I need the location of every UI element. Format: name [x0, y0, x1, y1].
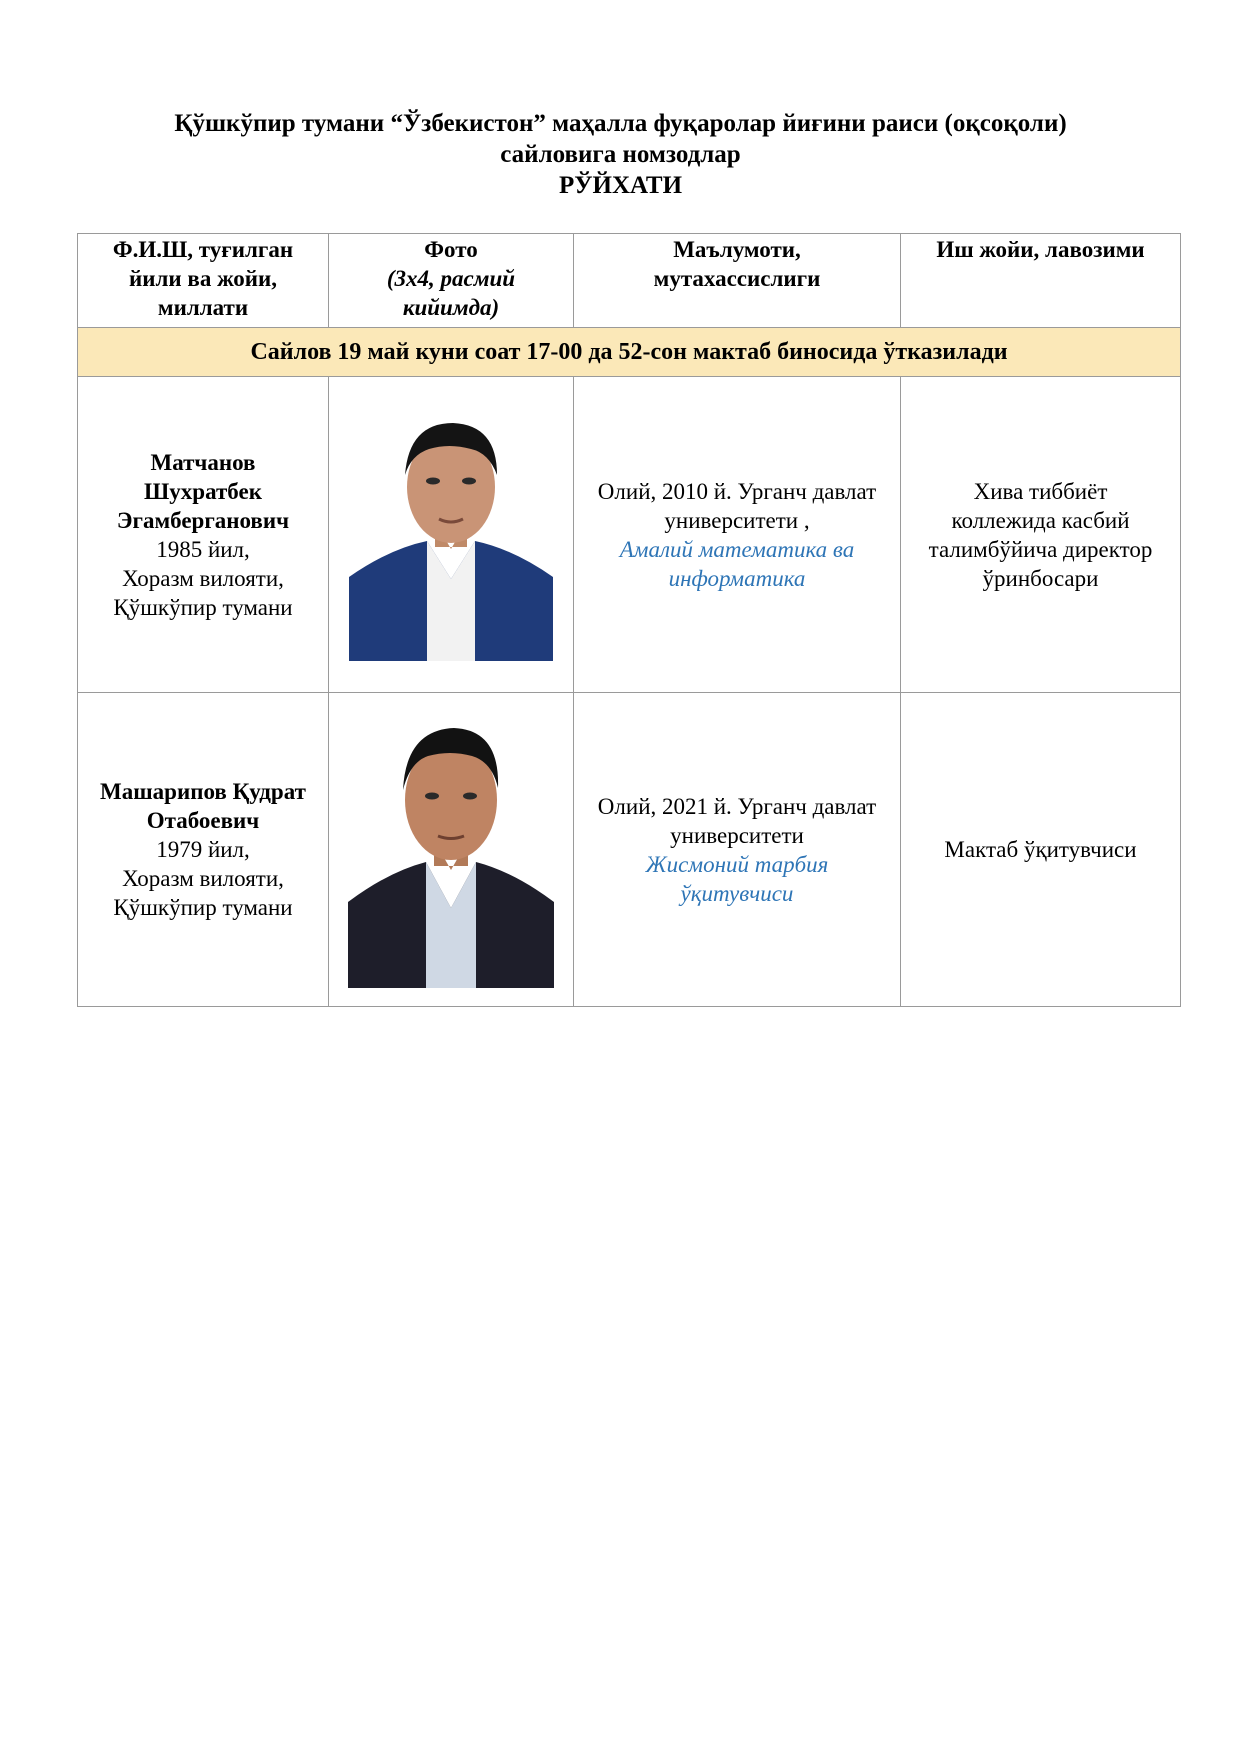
candidates-table [77, 233, 1181, 1007]
header-work-column: Иш жойи, лавозими [901, 234, 1181, 328]
header-education-column: Маълумоти, мутахассислиги [574, 234, 901, 328]
document-title [0, 108, 1241, 201]
table-row [78, 377, 1181, 693]
election-info-row [78, 328, 1181, 377]
title-line-1: Қўшкўпир тумани “Ўзбекистон” маҳалла фуқаролар йиғини раиси (оқсоқоли) [174, 110, 1067, 137]
candidate-education-cell: Олий, 2010 й. Урганч давлат университети , Амалий математика ва информатика [574, 377, 901, 693]
header-photo-column: Фото (3х4, расмий кийимда) [329, 234, 574, 328]
candidate-education-cell: Олий, 2021 й. Урганч давлат университети Жисмоний тарбия ўқитувчиси [574, 693, 901, 1007]
candidate-name-cell: Машарипов Қудрат Отабоевич 1979 йил, Хоразм вилояти, Қўшкўпир тумани [78, 693, 329, 1007]
candidate-work-cell: Мактаб ўқитувчиси [901, 693, 1181, 1007]
title-line-3: РЎЙХАТИ [558, 172, 683, 199]
title-line-2: сайловига номзодлар [500, 141, 741, 168]
candidate-name-cell: Матчанов Шухратбек Эгамберганович 1985 йил, Хоразм вилояти, Қўшкўпир тумани [78, 377, 329, 693]
table-header-row [78, 234, 1181, 328]
candidate-photo-cell [329, 693, 574, 1007]
candidate-photo-cell [329, 377, 574, 693]
election-info-banner: Сайлов 19 май куни соат 17-00 да 52-сон мактаб биносида ўтказилади [78, 328, 1181, 377]
header-name-column: Ф.И.Ш, туғилган йили ва жойи, миллати [78, 234, 329, 328]
table-row [78, 693, 1181, 1007]
candidate-photo [349, 409, 553, 661]
candidate-work-cell: Хива тиббиёт коллежида касбий талимбўйича директор ўринбосари [901, 377, 1181, 693]
candidate-photo [348, 712, 554, 988]
